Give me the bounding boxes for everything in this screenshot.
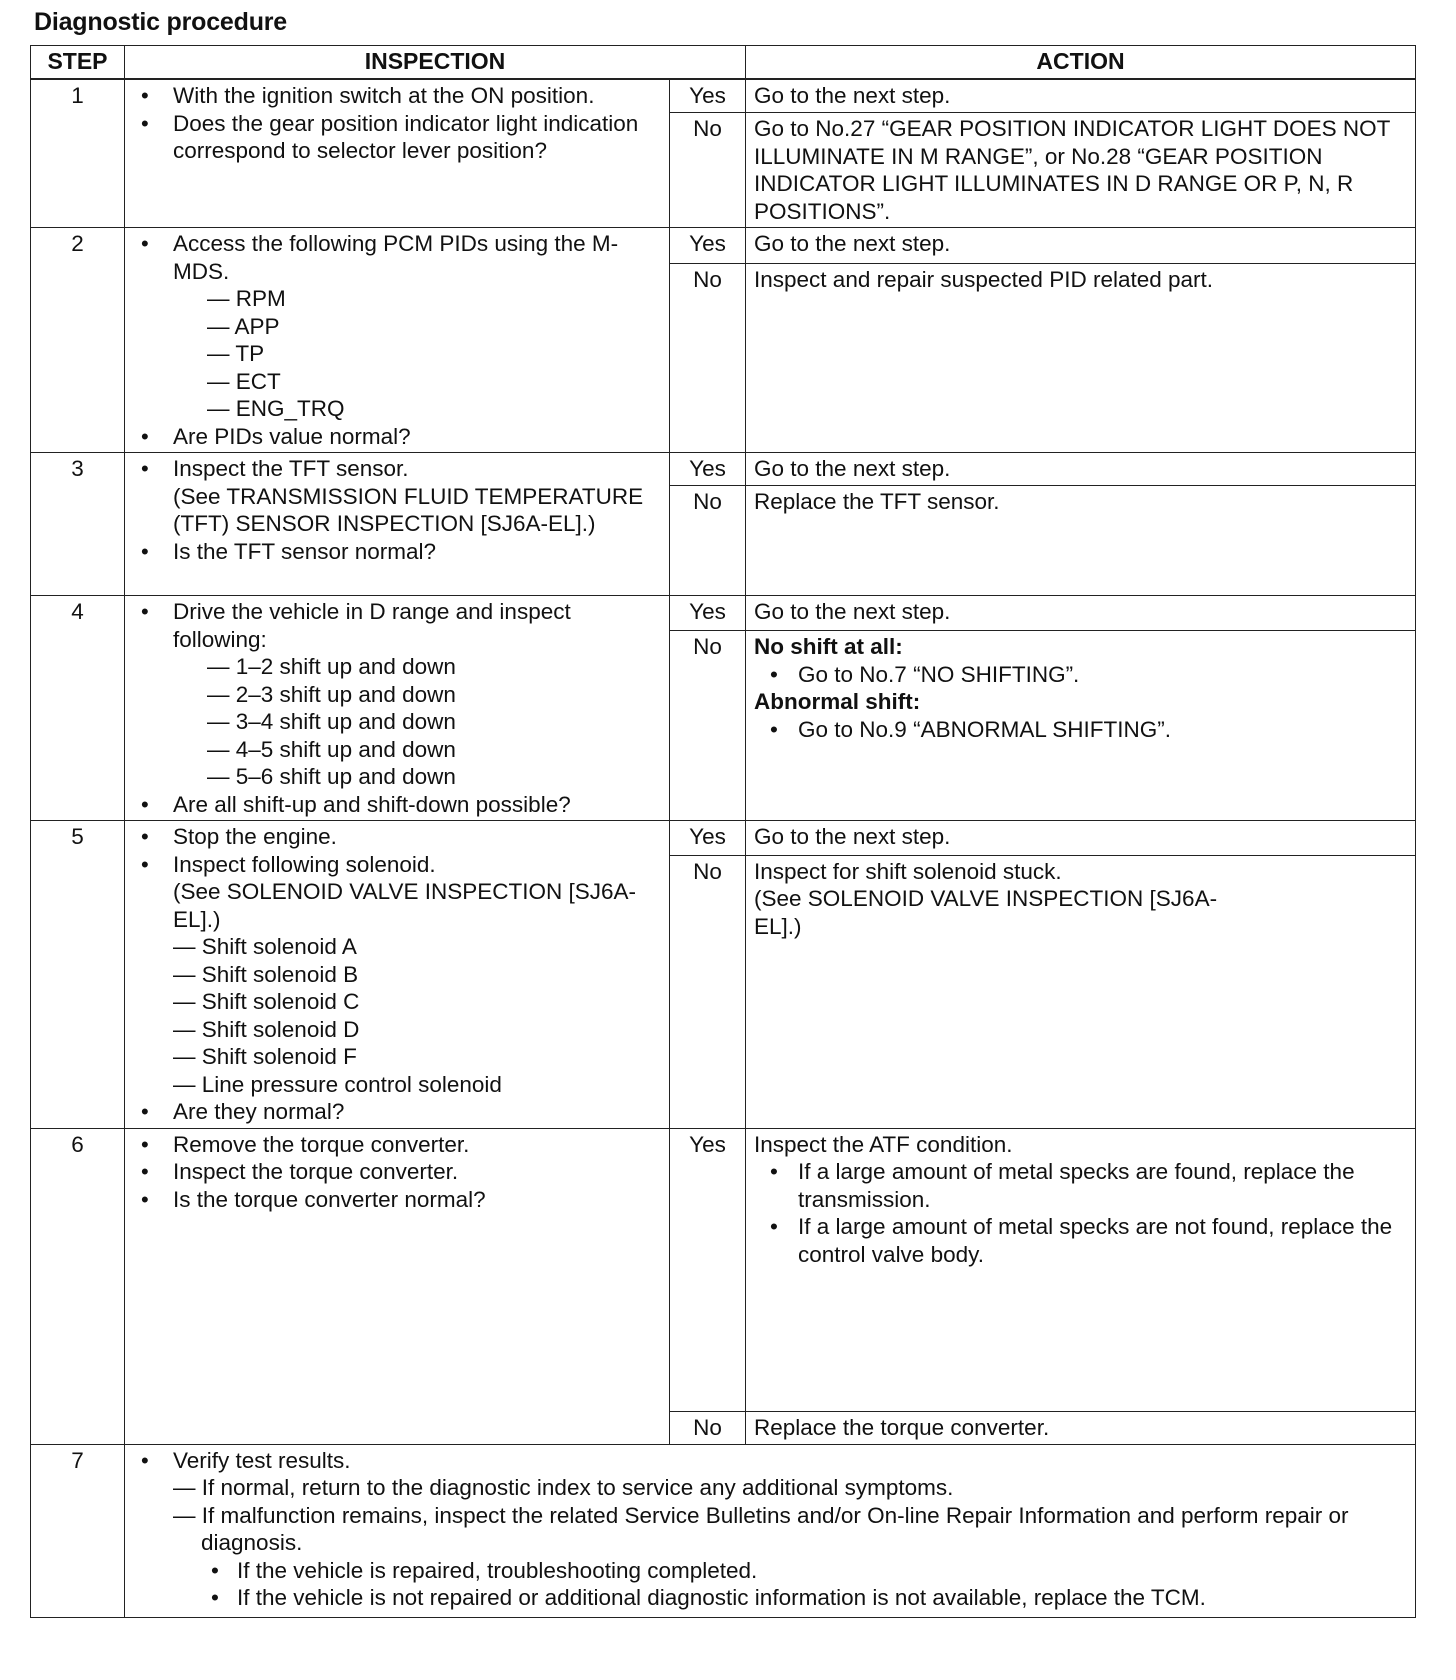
pid-item: — ENG_TRQ	[207, 396, 345, 421]
yes-label: Yes	[670, 228, 746, 264]
inspection-sub-item: • If the vehicle is not repaired or additional diagnostic information is not available, replace the TCM.	[207, 1584, 1411, 1612]
inspection-item	[137, 455, 665, 538]
inspection-text: • Inspect the TFT sensor.	[173, 456, 409, 481]
inspection-item: • Is the TFT sensor normal?	[137, 538, 665, 566]
solenoid-item: — Line pressure control solenoid	[173, 1071, 502, 1097]
page-title: Diagnostic procedure	[34, 8, 287, 36]
pid-item: — TP	[207, 341, 265, 366]
solenoid-item: — Shift solenoid A	[173, 934, 357, 959]
shift-item: — 5–6 shift up and down	[207, 764, 456, 789]
no-action	[746, 631, 1416, 821]
step-number: 5	[31, 821, 125, 1129]
step-number: 3	[31, 453, 125, 596]
solenoid-item: — Shift solenoid F	[173, 1044, 357, 1069]
inspection-item: • Does the gear position indicator light indication correspond to selector lever position?	[137, 110, 665, 165]
table-row	[31, 821, 1416, 856]
inspection-cell	[125, 1444, 1416, 1617]
no-action-item: • Go to No.7 “NO SHIFTING”.	[764, 661, 1407, 689]
shift-item: — 3–4 shift up and down	[207, 709, 456, 734]
no-label: No	[670, 631, 746, 821]
no-action	[746, 855, 1416, 1128]
yes-label: Yes	[670, 821, 746, 856]
no-label: No	[670, 113, 746, 228]
inspection-item: • Are they normal?	[137, 1098, 665, 1126]
inspection-sub-item: • If the vehicle is repaired, troubleshooting completed.	[207, 1557, 1411, 1585]
inspection-cell	[125, 596, 670, 821]
header-inspection: INSPECTION	[125, 46, 746, 80]
step-number: 7	[31, 1444, 125, 1617]
table-header-row	[31, 46, 1416, 80]
yes-action: Go to the next step.	[746, 596, 1416, 631]
table-row	[31, 596, 1416, 631]
no-action: Replace the TFT sensor.	[746, 486, 1416, 596]
inspection-item	[137, 851, 665, 1099]
inspection-text: • Drive the vehicle in D range and inspect following:	[173, 599, 571, 652]
no-action-item: • Go to No.9 “ABNORMAL SHIFTING”.	[764, 716, 1407, 744]
pid-item: — ECT	[207, 368, 281, 394]
yes-action-item: • If a large amount of metal specks are found, replace the transmission.	[764, 1158, 1407, 1213]
table-row	[31, 228, 1416, 264]
yes-label: Yes	[670, 1128, 746, 1411]
no-action-heading: No shift at all:	[754, 634, 903, 660]
no-label: No	[670, 1411, 746, 1444]
shift-item: — 4–5 shift up and down	[207, 736, 456, 762]
shift-item: — 1–2 shift up and down	[207, 654, 456, 679]
yes-label: Yes	[670, 79, 746, 113]
inspection-item	[137, 230, 665, 423]
inspection-item	[137, 1447, 1411, 1612]
inspection-cell	[125, 79, 670, 228]
step-number: 4	[31, 596, 125, 821]
header-action: ACTION	[746, 46, 1416, 80]
shift-item: — 2–3 shift up and down	[207, 681, 456, 707]
inspection-cell	[125, 453, 670, 596]
inspection-reference: (See TRANSMISSION FLUID TEMPERATURE (TFT) SENSOR INSPECTION [SJ6A-EL].)	[173, 483, 644, 536]
yes-action: Go to the next step.	[746, 821, 1416, 856]
inspection-cell	[125, 1128, 670, 1444]
step-number: 6	[31, 1128, 125, 1444]
solenoid-item: — Shift solenoid C	[173, 989, 360, 1014]
table-row	[31, 1444, 1416, 1617]
inspection-item: • Is the torque converter normal?	[137, 1186, 665, 1214]
yes-label: Yes	[670, 453, 746, 486]
inspection-item: • Are PIDs value normal?	[137, 423, 665, 451]
inspection-item	[137, 598, 665, 791]
inspection-item: • Stop the engine.	[137, 823, 665, 851]
yes-action: Go to the next step.	[746, 228, 1416, 264]
no-action: Go to No.27 “GEAR POSITION INDICATOR LIGHT DOES NOT ILLUMINATE IN M RANGE”, or No.28 “GEAR POSITION INDICATOR LIGHT ILLUMINATES IN D RANGE OR P, N, R POSITIONS”.	[746, 113, 1416, 228]
step-number: 1	[31, 79, 125, 228]
inspection-text: • Verify test results.	[173, 1447, 351, 1473]
no-label: No	[670, 263, 746, 452]
header-step: STEP	[31, 46, 125, 80]
table-row	[31, 79, 1416, 113]
inspection-dash-item: — If malfunction remains, inspect the related Service Bulletins and/or On-line Repair Information and perform repair or diagnosis.	[173, 1502, 1349, 1555]
inspection-cell	[125, 821, 670, 1129]
yes-action-item: • If a large amount of metal specks are not found, replace the control valve body.	[764, 1213, 1407, 1268]
yes-label: Yes	[670, 596, 746, 631]
no-label: No	[670, 486, 746, 596]
inspection-dash-item: — If normal, return to the diagnostic index to service any additional symptoms.	[173, 1475, 954, 1500]
inspection-item: • Remove the torque converter.	[137, 1131, 665, 1159]
pid-item: — RPM	[207, 286, 286, 311]
yes-action	[746, 1128, 1416, 1411]
inspection-text: • Inspect following solenoid.	[173, 851, 436, 877]
no-action: Inspect and repair suspected PID related part.	[746, 263, 1416, 452]
inspection-item: • Inspect the torque converter.	[137, 1158, 665, 1186]
step-number: 2	[31, 228, 125, 453]
no-action: Replace the torque converter.	[746, 1411, 1416, 1444]
inspection-cell	[125, 228, 670, 453]
table-row	[31, 1128, 1416, 1411]
no-action-heading: Abnormal shift:	[754, 689, 921, 715]
diagnostic-procedure-table	[30, 45, 1416, 1618]
table-row	[31, 453, 1416, 486]
solenoid-item: — Shift solenoid D	[173, 1016, 360, 1042]
no-action-text: Inspect for shift solenoid stuck.	[754, 858, 1062, 884]
no-action-reference: (See SOLENOID VALVE INSPECTION [SJ6A-EL].)	[754, 886, 1218, 939]
inspection-reference: (See SOLENOID VALVE INSPECTION [SJ6A-EL].)	[173, 879, 637, 932]
inspection-item: • With the ignition switch at the ON position.	[137, 82, 665, 110]
yes-action-text: Inspect the ATF condition.	[754, 1131, 1013, 1157]
yes-action: Go to the next step.	[746, 453, 1416, 486]
inspection-item: • Are all shift-up and shift-down possible?	[137, 791, 665, 819]
inspection-text: • Access the following PCM PIDs using the M-MDS.	[173, 231, 619, 284]
solenoid-item: — Shift solenoid B	[173, 961, 359, 987]
pid-item: — APP	[207, 313, 280, 339]
yes-action: Go to the next step.	[746, 79, 1416, 113]
no-label: No	[670, 855, 746, 1128]
